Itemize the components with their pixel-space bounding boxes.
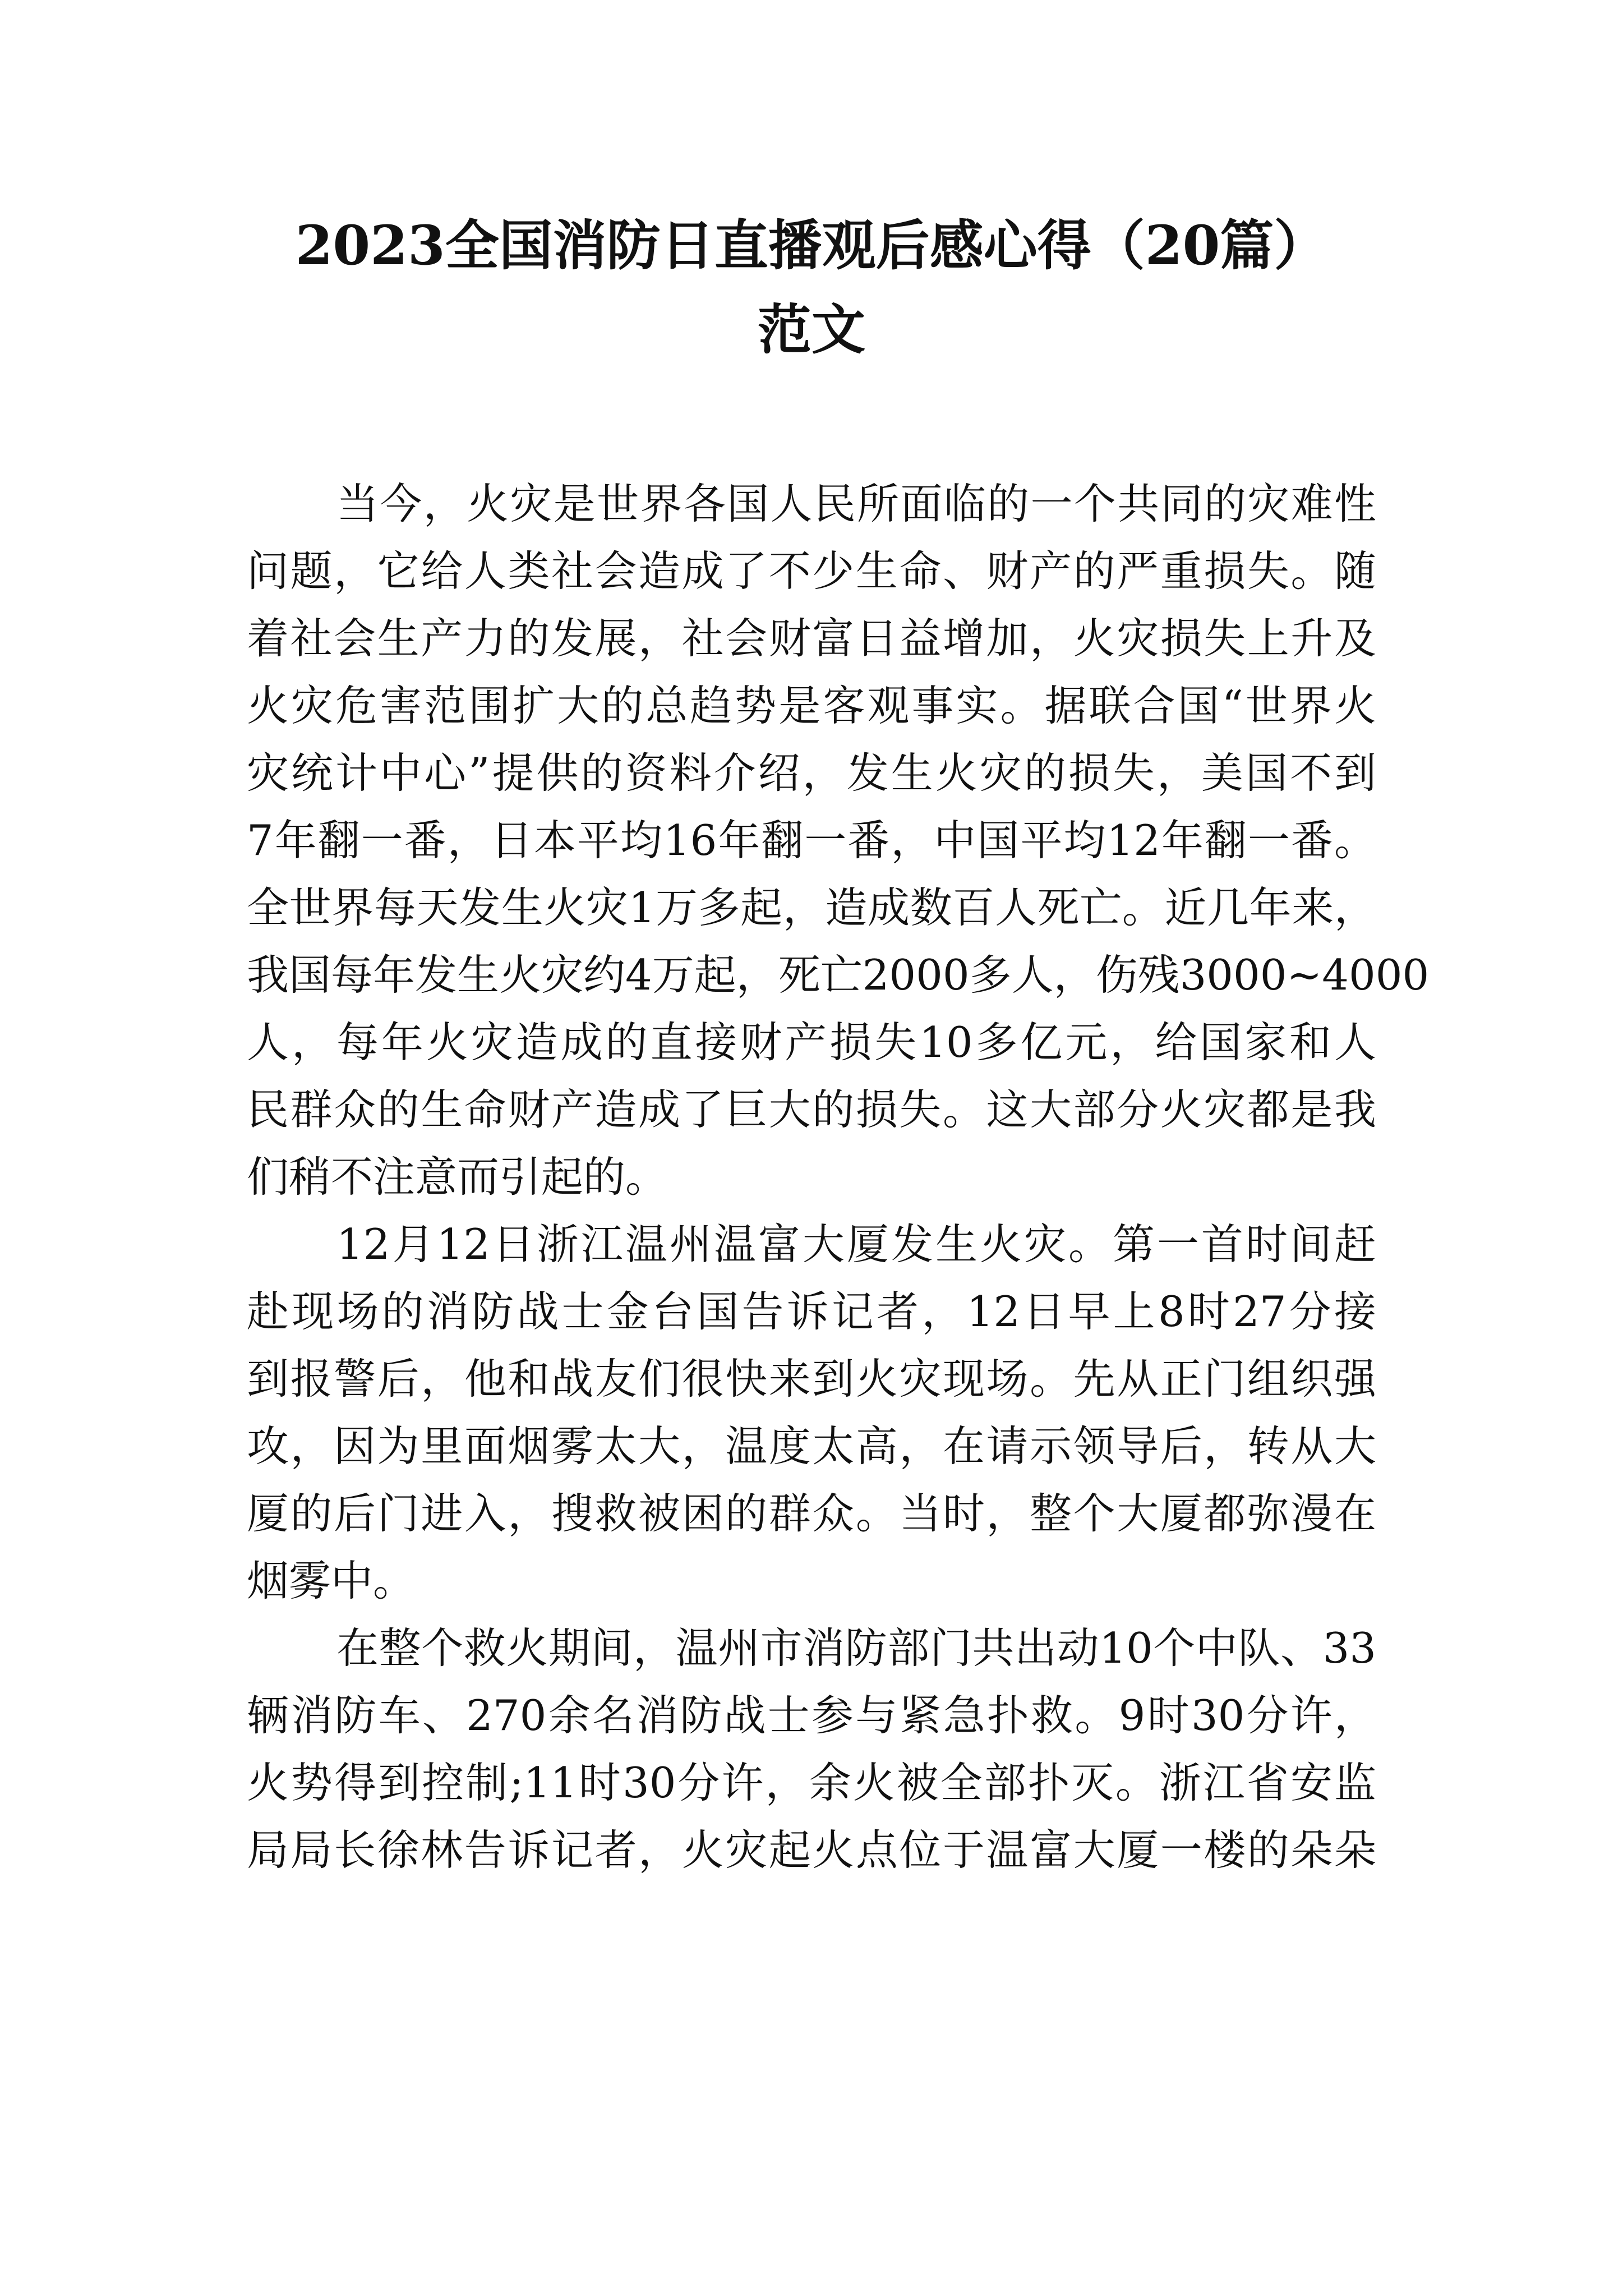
- paragraph-line: 攻，因为里面烟雾太大，温度太高，在请示领导后，转从大: [247, 1421, 1376, 1471]
- paragraph-line: 着社会生产力的发展，社会财富日益增加，火灾损失上升及: [247, 614, 1376, 663]
- paragraph-line: 人，每年火灾造成的直接财产损失10多亿元，给国家和人: [247, 1018, 1376, 1067]
- paragraph-line: 7年翻一番，日本平均16年翻一番，中国平均12年翻一番。: [247, 816, 1376, 865]
- paragraph-line: 们稍不注意而引起的。: [247, 1152, 668, 1202]
- paragraph-line: 局局长徐林告诉记者，火灾起火点位于温富大厦一楼的朵朵: [247, 1825, 1376, 1875]
- paragraph-line: 灾统计中心”提供的资料介绍，发生火灾的损失，美国不到: [247, 748, 1376, 798]
- paragraph-line: 民群众的生命财产造成了巨大的损失。这大部分火灾都是我: [247, 1085, 1376, 1134]
- paragraph-line: 厦的后门进入，搜救被困的群众。当时，整个大厦都弥漫在: [247, 1489, 1376, 1538]
- paragraph-line: 火灾危害范围扩大的总趋势是客观事实。据联合国“世界火: [247, 681, 1376, 730]
- paragraph-line: 辆消防车、270余名消防战士参与紧急扑救。9时30分许，: [247, 1691, 1376, 1740]
- paragraph-line: 全世界每天发生火灾1万多起，造成数百人死亡。近几年来，: [247, 883, 1376, 932]
- paragraph-line: 在整个救火期间，温州市消防部门共出动10个中队、33: [336, 1623, 1376, 1673]
- paragraph-line: 问题，它给人类社会造成了不少生命、财产的严重损失。随: [247, 546, 1376, 596]
- paragraph-line: 当今，火灾是世界各国人民所面临的一个共同的灾难性: [336, 479, 1376, 528]
- document-title-line-1: 2023全国消防日直播观后感心得（20篇）: [295, 214, 1328, 277]
- paragraph-line: 我国每年发生火灾约4万起，死亡2000多人，伤残3000~4000: [247, 950, 1430, 1000]
- paragraph-line: 赴现场的消防战士金台国告诉记者，12日早上8时27分接: [247, 1287, 1376, 1336]
- paragraph-line: 火势得到控制;11时30分许，余火被全部扑灭。浙江省安监: [247, 1758, 1376, 1807]
- document-title-line-2: 范文: [758, 298, 865, 361]
- paragraph-line: 烟雾中。: [247, 1556, 416, 1605]
- paragraph-line: 12月12日浙江温州温富大厦发生火灾。第一首时间赶: [336, 1220, 1376, 1269]
- paragraph-line: 到报警后，他和战友们很快来到火灾现场。先从正门组织强: [247, 1354, 1376, 1404]
